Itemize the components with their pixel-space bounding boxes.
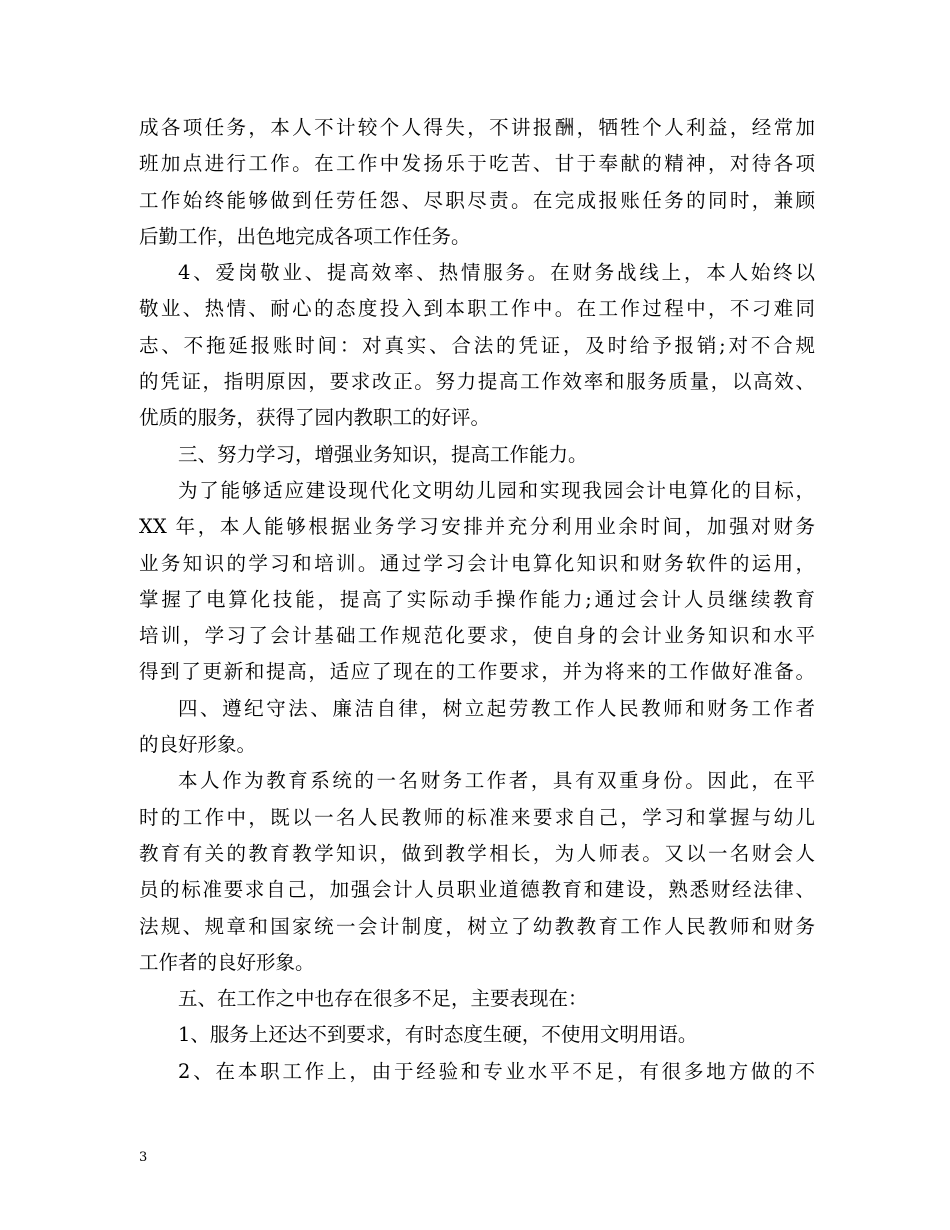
- text-line: 1、服务上还达不到要求，有时态度生硬，不使用文明用语。: [178, 1023, 698, 1047]
- text-line: 教育有关的教育教学知识，做到教学相长，为人师表。又以一名财会人: [139, 841, 815, 865]
- text-line: 敬业、热情、耐心的态度投入到本职工作中。在工作过程中，不刁难同: [139, 297, 815, 321]
- text-line: XX 年，本人能够根据业务学习安排并充分利用业余时间，加强对财务: [139, 515, 815, 539]
- text-line: 业务知识的学习和培训。通过学习会计电算化知识和财务软件的运用，: [139, 551, 815, 575]
- text-line: 工作始终能够做到任劳任怨、尽职尽责。在完成报账任务的同时，兼顾: [139, 188, 815, 212]
- text-line: 三、努力学习，增强业务知识，提高工作能力。: [178, 442, 588, 466]
- text-line: 得到了更新和提高，适应了现在的工作要求，并为将来的工作做好准备。: [139, 660, 815, 684]
- page-number: 3: [139, 1150, 148, 1165]
- text-line: 成各项任务，本人不计较个人得失，不讲报酬，牺牲个人利益，经常加: [139, 116, 815, 139]
- text-line: 后勤工作，出色地完成各项工作任务。: [139, 224, 471, 248]
- text-line: 4、爱岗敬业、提高效率、热情服务。在财务战线上，本人始终以: [178, 261, 815, 285]
- text-line: 时的工作中，既以一名人民教师的标准来要求自己，学习和掌握与幼儿: [139, 805, 815, 829]
- text-line: 班加点进行工作。在工作中发扬乐于吃苦、甘于奉献的精神，对待各项: [139, 152, 815, 176]
- text-line: 的凭证，指明原因，要求改正。努力提高工作效率和服务质量，以高效、: [139, 370, 815, 394]
- text-line: 四、遵纪守法、廉洁自律，树立起劳教工作人民教师和财务工作者: [178, 696, 815, 720]
- text-line: 掌握了电算化技能，提高了实际动手操作能力;通过会计人员继续教育: [139, 587, 815, 611]
- text-line: 为了能够适应建设现代化文明幼儿园和实现我园会计电算化的目标，: [178, 478, 815, 502]
- text-line: 培训，学习了会计基础工作规范化要求，使自身的会计业务知识和水平: [139, 624, 815, 648]
- text-line: 工作者的良好形象。: [139, 950, 315, 974]
- text-line: 优质的服务，获得了园内教职工的好评。: [139, 406, 491, 430]
- text-line: 法规、规章和国家统一会计制度，树立了幼教教育工作人民教师和财务: [139, 914, 815, 938]
- text-line: 本人作为教育系统的一名财务工作者，具有双重身份。因此，在平: [178, 769, 815, 793]
- text-line: 志、不拖延报账时间：对真实、合法的凭证，及时给予报销;对不合规: [139, 333, 815, 357]
- text-line: 的良好形象。: [139, 733, 257, 757]
- text-line: 员的标准要求自己，加强会计人员职业道德教育和建设，熟悉财经法律、: [139, 878, 815, 902]
- body-text: [139, 110, 815, 1090]
- text-line: 2、在本职工作上，由于经验和专业水平不足，有很多地方做的不: [178, 1059, 815, 1083]
- text-line: 五、在工作之中也存在很多不足，主要表现在：: [178, 987, 588, 1011]
